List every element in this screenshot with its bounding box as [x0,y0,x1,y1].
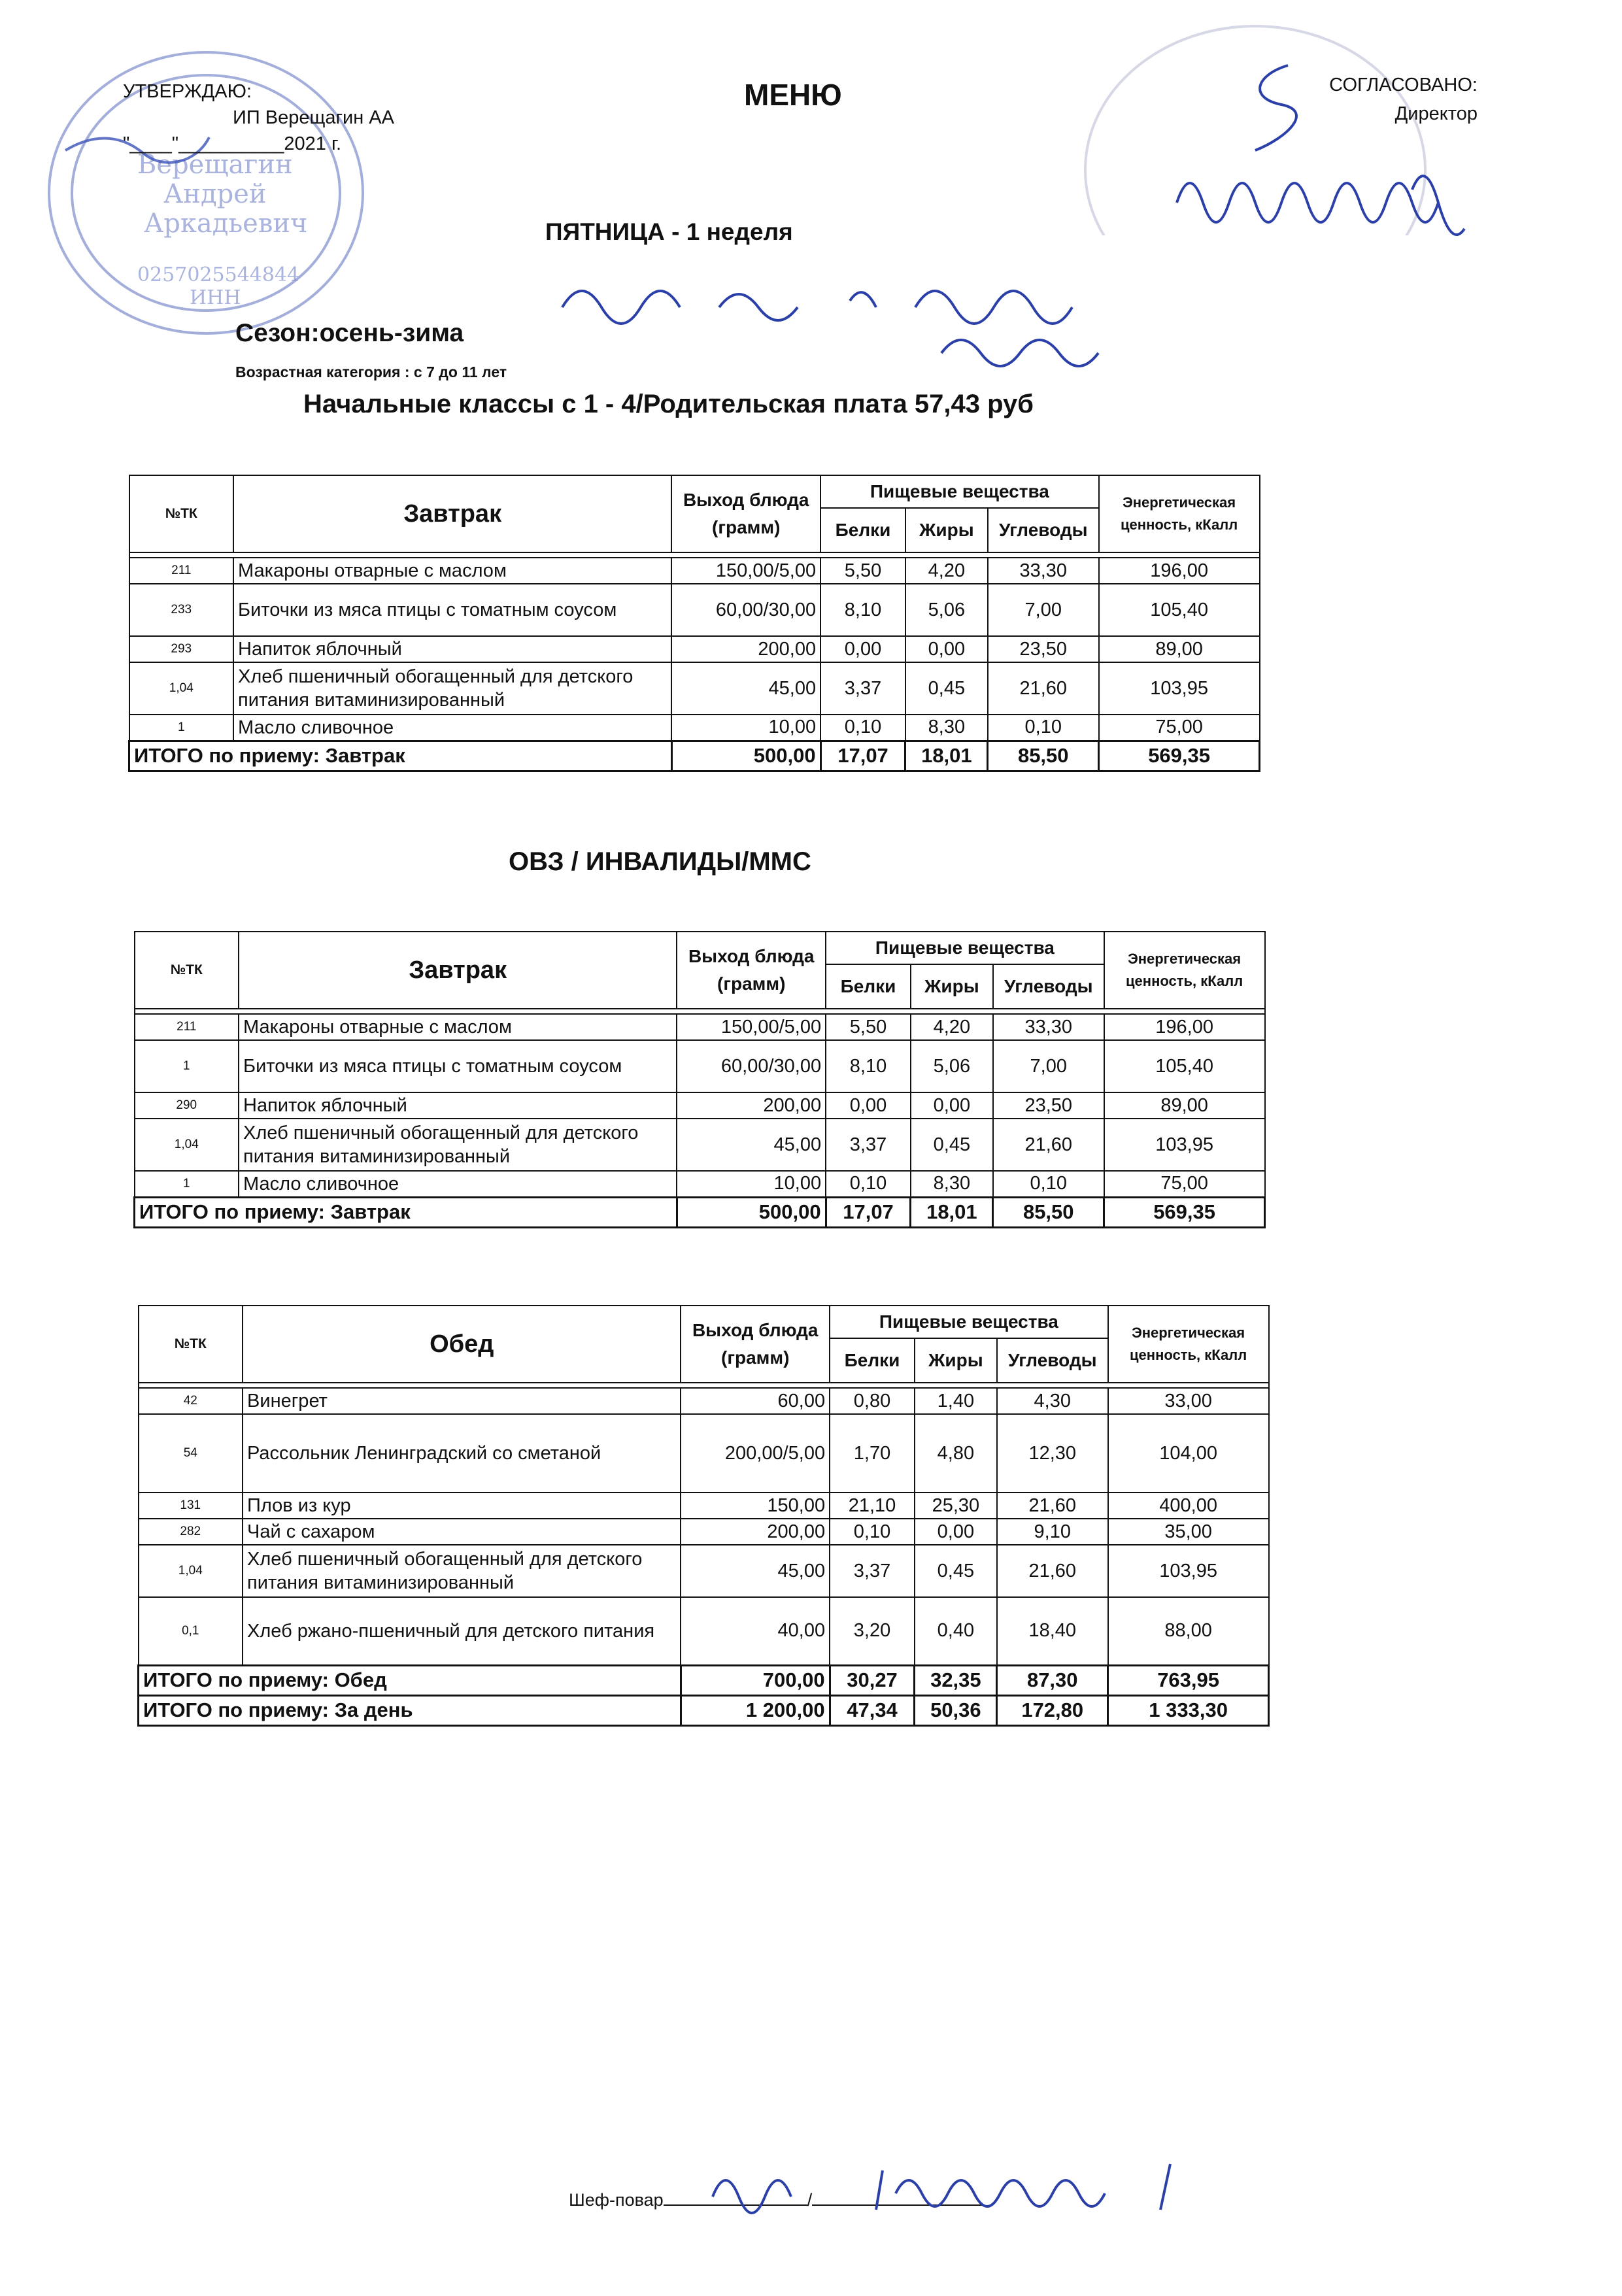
header-fat: Жиры [905,508,988,552]
total-energy: 763,95 [1108,1665,1269,1695]
total-fat: 18,01 [905,741,988,771]
handwritten-school-note [1164,150,1491,268]
row-carbs: 21,60 [997,1493,1108,1519]
row-fat: 5,06 [911,1040,993,1092]
row-protein: 3,37 [826,1119,911,1171]
ovz-breakfast-table [133,931,1266,1228]
table-row [135,1119,1265,1171]
table-row [129,636,1260,662]
header-tk: №ТК [129,475,234,552]
row-tk: 211 [135,1014,239,1040]
row-energy: 105,40 [1099,584,1260,636]
row-protein: 8,10 [820,584,905,636]
row-dish-name: Биточки из мяса птицы с томатным соусом [233,584,671,636]
row-energy: 88,00 [1108,1597,1269,1665]
header-yield: Выход блюда (грамм) [677,932,826,1009]
agreed-block [1209,71,1478,128]
header-carbs: Углеводы [988,508,1099,552]
row-fat: 4,20 [905,558,988,584]
row-dish-name: Хлеб пшеничный обогащенный для детского питания витаминизированный [233,662,671,715]
day-total-yield: 1 200,00 [681,1695,830,1725]
row-tk: 211 [129,558,234,584]
header-energy: Энергетическая ценность, кКалл [1104,932,1265,1009]
age-category: Возрастная категория : с 7 до 11 лет [235,363,507,380]
approval-block [123,78,394,157]
row-protein: 0,80 [830,1388,915,1414]
header-nutrients: Пищевые вещества [826,932,1104,964]
row-fat: 0,00 [905,636,988,662]
total-label: ИТОГО по приему: Завтрак [129,741,672,771]
row-fat: 0,00 [915,1519,997,1545]
row-energy: 196,00 [1104,1014,1265,1040]
header-fat: Жиры [915,1338,997,1383]
row-yield: 200,00 [671,636,820,662]
row-dish-name: Биточки из мяса птицы с томатным соусом [239,1040,677,1092]
day-total-energy: 1 333,30 [1108,1695,1269,1725]
header-nutrients: Пищевые вещества [820,475,1099,508]
row-protein: 1,70 [830,1414,915,1493]
header-fat: Жиры [911,964,993,1009]
row-dish-name: Напиток яблочный [239,1092,677,1119]
row-carbs: 7,00 [993,1040,1104,1092]
total-yield: 700,00 [681,1665,830,1695]
row-protein: 5,50 [820,558,905,584]
row-energy: 33,00 [1108,1388,1269,1414]
row-dish-name: Хлеб ржано-пшеничный для детского питания [243,1597,681,1665]
header-tk: №ТК [139,1306,243,1383]
svg-text:0257025544844: 0257025544844 [137,263,300,286]
header-carbs: Углеводы [997,1338,1108,1383]
row-carbs: 23,50 [993,1092,1104,1119]
day-total-label: ИТОГО по приему: За день [139,1695,681,1725]
table-row [139,1597,1269,1665]
row-yield: 150,00/5,00 [671,558,820,584]
day-total-carbs: 172,80 [997,1695,1108,1725]
table-row [139,1414,1269,1493]
header-meal: Обед [243,1306,681,1383]
row-protein: 0,00 [820,636,905,662]
total-label: ИТОГО по приему: Обед [139,1665,681,1695]
row-fat: 8,30 [905,715,988,741]
row-fat: 0,00 [911,1092,993,1119]
day-total-fat: 50,36 [915,1695,997,1725]
approval-date: "____"__________2021 г. [123,133,342,154]
row-yield: 200,00/5,00 [681,1414,830,1493]
row-energy: 103,95 [1108,1545,1269,1597]
row-energy: 196,00 [1099,558,1260,584]
total-fat: 32,35 [915,1665,997,1695]
row-fat: 0,45 [905,662,988,715]
row-protein: 3,37 [830,1545,915,1597]
row-dish-name: Макароны отварные с маслом [233,558,671,584]
table-row [129,584,1260,636]
row-fat: 0,45 [911,1119,993,1171]
header-tk: №ТК [135,932,239,1009]
table-row [139,1493,1269,1519]
row-protein: 5,50 [826,1014,911,1040]
row-fat: 25,30 [915,1493,997,1519]
row-carbs: 33,30 [988,558,1099,584]
table-row [139,1545,1269,1597]
row-tk: 282 [139,1519,243,1545]
row-energy: 89,00 [1099,636,1260,662]
row-energy: 105,40 [1104,1040,1265,1092]
approval-label: УТВЕРЖДАЮ: [123,81,252,102]
row-tk: 1,04 [139,1545,243,1597]
row-energy: 89,00 [1104,1092,1265,1119]
row-fat: 4,20 [911,1014,993,1040]
table-row [135,1040,1265,1092]
group-heading: Начальные классы с 1 - 4/Родительская плата 57,43 руб [303,390,1034,418]
row-energy: 75,00 [1104,1171,1265,1197]
row-yield: 10,00 [671,715,820,741]
header-meal: Завтрак [239,932,677,1009]
total-carbs: 85,50 [993,1197,1104,1227]
chef-separator: / [807,2190,813,2210]
approval-name [123,105,394,131]
row-protein: 0,10 [820,715,905,741]
svg-text:Верещагин: Верещагин [137,150,293,180]
agreed-label: СОГЛАСОВАНО: [1329,75,1478,95]
row-carbs: 0,10 [988,715,1099,741]
row-yield: 60,00 [681,1388,830,1414]
row-protein: 8,10 [826,1040,911,1092]
row-energy: 103,95 [1104,1119,1265,1171]
row-carbs: 21,60 [988,662,1099,715]
row-protein: 0,10 [830,1519,915,1545]
row-energy: 400,00 [1108,1493,1269,1519]
total-row [139,1665,1269,1695]
row-carbs: 7,00 [988,584,1099,636]
row-fat: 0,45 [915,1545,997,1597]
row-carbs: 21,60 [997,1545,1108,1597]
row-carbs: 18,40 [997,1597,1108,1665]
row-fat: 1,40 [915,1388,997,1414]
table-row [135,1092,1265,1119]
row-dish-name: Плов из кур [243,1493,681,1519]
row-yield: 60,00/30,00 [677,1040,826,1092]
row-dish-name: Чай с сахаром [243,1519,681,1545]
row-tk: 0,1 [139,1597,243,1665]
table-row [139,1519,1269,1545]
row-tk: 1,04 [129,662,234,715]
chef-signature [700,2157,1196,2216]
row-tk: 293 [129,636,234,662]
row-carbs: 33,30 [993,1014,1104,1040]
row-dish-name: Рассольник Ленинградский со сметаной [243,1414,681,1493]
row-yield: 150,00/5,00 [677,1014,826,1040]
row-yield: 45,00 [677,1119,826,1171]
total-protein: 17,07 [826,1197,911,1227]
row-carbs: 0,10 [993,1171,1104,1197]
row-dish-name: Хлеб пшеничный обогащенный для детского питания витаминизированный [239,1119,677,1171]
header-meal: Завтрак [233,475,671,552]
row-dish-name: Масло сливочное [233,715,671,741]
season-heading: Сезон:осень-зима [235,319,464,347]
row-yield: 150,00 [681,1493,830,1519]
row-tk: 131 [139,1493,243,1519]
table-row [135,1171,1265,1197]
total-yield: 500,00 [677,1197,826,1227]
header-energy: Энергетическая ценность, кКалл [1099,475,1260,552]
row-tk: 233 [129,584,234,636]
total-carbs: 87,30 [997,1665,1108,1695]
total-label: ИТОГО по приему: Завтрак [135,1197,677,1227]
ovz-heading: ОВЗ / ИНВАЛИДЫ/ММС [509,847,811,876]
header-yield: Выход блюда (грамм) [671,475,820,552]
total-carbs: 85,50 [988,741,1099,771]
row-carbs: 9,10 [997,1519,1108,1545]
total-yield: 500,00 [671,741,820,771]
agreed-role: Директор [1394,103,1478,124]
header-protein: Белки [830,1338,915,1383]
row-fat: 0,40 [915,1597,997,1665]
row-yield: 200,00 [681,1519,830,1545]
row-yield: 40,00 [681,1597,830,1665]
svg-text:ИНН: ИНН [190,286,241,309]
row-dish-name: Напиток яблочный [233,636,671,662]
row-protein: 0,00 [826,1092,911,1119]
total-fat: 18,01 [911,1197,993,1227]
table-row [129,715,1260,741]
row-dish-name: Хлеб пшеничный обогащенный для детского питания витаминизированный [243,1545,681,1597]
table-row [129,662,1260,715]
row-dish-name: Масло сливочное [239,1171,677,1197]
row-protein: 3,20 [830,1597,915,1665]
row-energy: 103,95 [1099,662,1260,715]
row-carbs: 12,30 [997,1414,1108,1493]
total-row [129,741,1260,771]
row-dish-name: Винегрет [243,1388,681,1414]
row-yield: 200,00 [677,1092,826,1119]
row-yield: 45,00 [681,1545,830,1597]
row-tk: 42 [139,1388,243,1414]
breakfast-table [128,475,1260,772]
svg-text:Аркадьевич: Аркадьевич [144,209,308,239]
header-energy: Энергетическая ценность, кКалл [1108,1306,1269,1383]
row-protein: 21,10 [830,1493,915,1519]
day-total-row [139,1695,1269,1725]
handwritten-school-line [549,268,1203,373]
header-carbs: Углеводы [993,964,1104,1009]
row-tk: 1 [129,715,234,741]
row-protein: 3,37 [820,662,905,715]
table-row [135,1014,1265,1040]
row-energy: 75,00 [1099,715,1260,741]
svg-text:Андрей: Андрей [163,179,267,209]
row-carbs: 23,50 [988,636,1099,662]
row-fat: 4,80 [915,1414,997,1493]
header-yield: Выход блюда (грамм) [681,1306,830,1383]
page-title: МЕНЮ [744,78,842,112]
row-tk: 1 [135,1171,239,1197]
header-protein: Белки [826,964,911,1009]
row-carbs: 21,60 [993,1119,1104,1171]
row-energy: 35,00 [1108,1519,1269,1545]
row-dish-name: Макароны отварные с маслом [239,1014,677,1040]
header-nutrients: Пищевые вещества [830,1306,1108,1338]
total-protein: 30,27 [830,1665,915,1695]
row-tk: 1,04 [135,1119,239,1171]
row-fat: 8,30 [911,1171,993,1197]
row-protein: 0,10 [826,1171,911,1197]
day-total-protein: 47,34 [830,1695,915,1725]
row-yield: 60,00/30,00 [671,584,820,636]
row-fat: 5,06 [905,584,988,636]
total-energy: 569,35 [1099,741,1260,771]
total-energy: 569,35 [1104,1197,1265,1227]
chef-label: Шеф-повар [569,2190,664,2210]
table-row [139,1388,1269,1414]
row-energy: 104,00 [1108,1414,1269,1493]
row-tk: 290 [135,1092,239,1119]
row-yield: 45,00 [671,662,820,715]
row-carbs: 4,30 [997,1388,1108,1414]
day-heading: ПЯТНИЦА - 1 неделя [545,218,793,245]
row-tk: 54 [139,1414,243,1493]
row-tk: 1 [135,1040,239,1092]
total-row [135,1197,1265,1227]
table-row [129,558,1260,584]
approval-name-text: ИП Верещагин АА [233,107,394,128]
total-protein: 17,07 [820,741,905,771]
row-yield: 10,00 [677,1171,826,1197]
header-protein: Белки [820,508,905,552]
lunch-table [137,1305,1270,1727]
